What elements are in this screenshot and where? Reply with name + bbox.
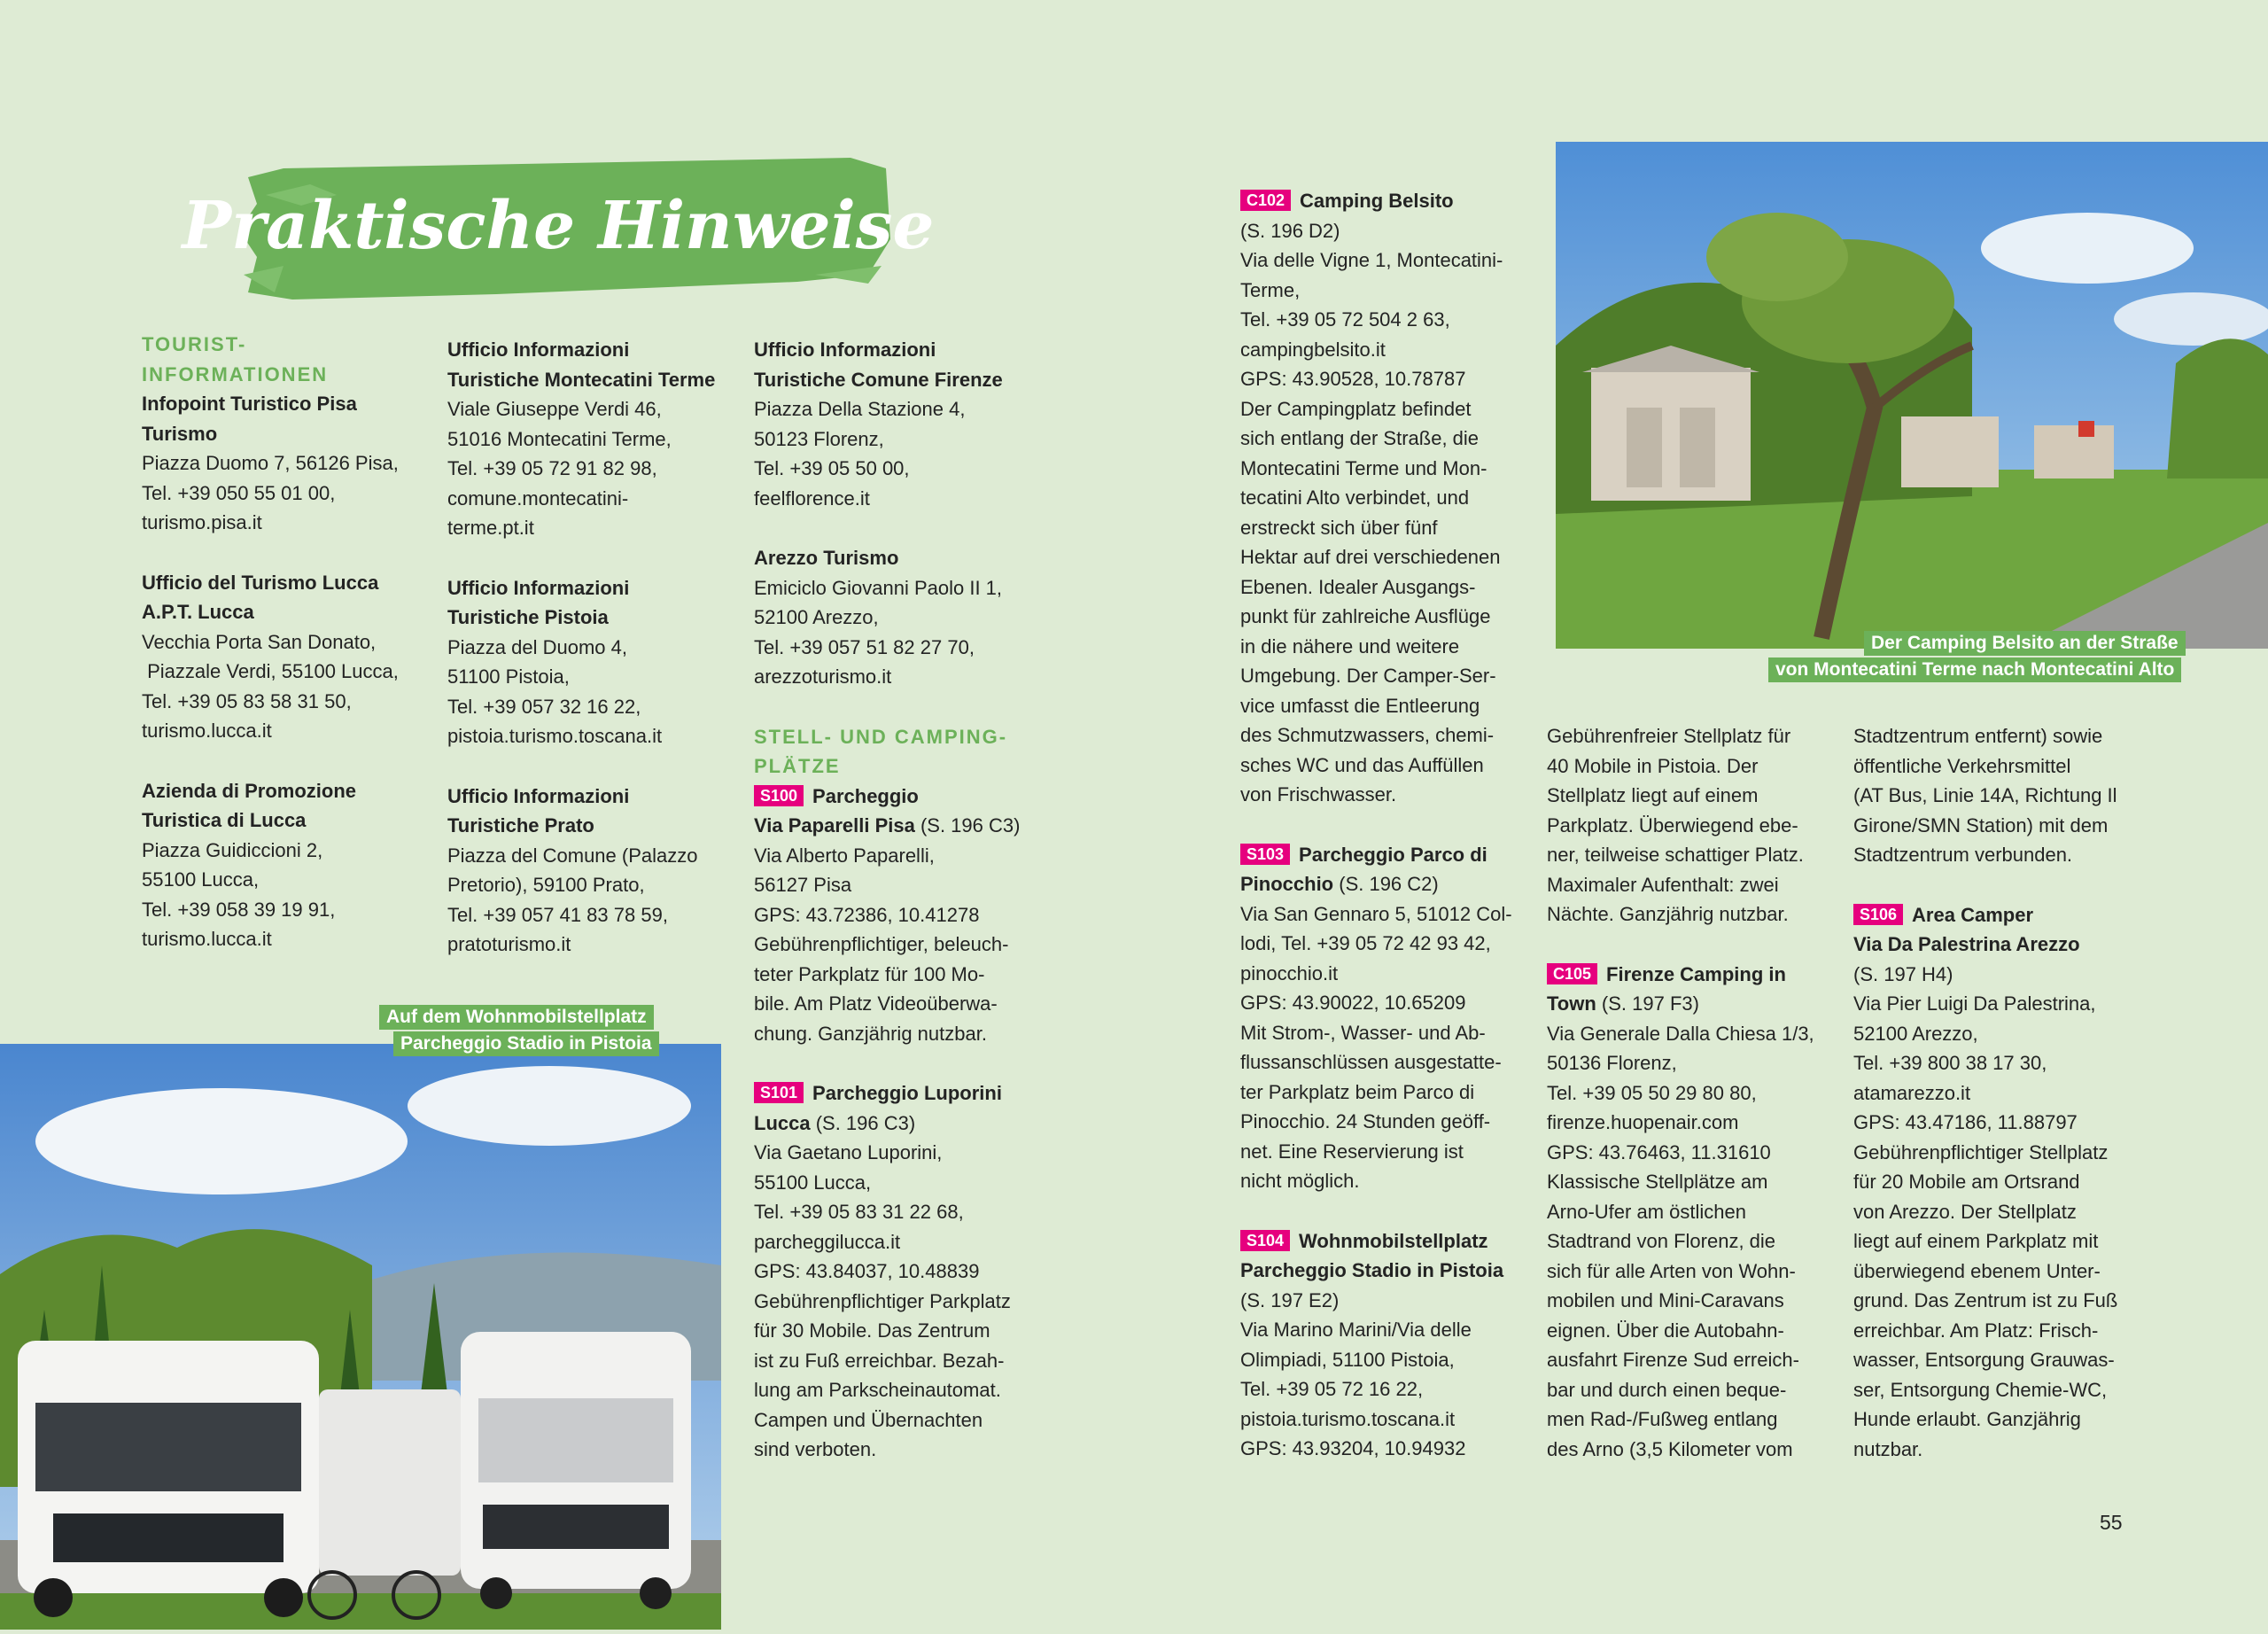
photo-caption: Auf dem Wohnmobilstellplatz <box>379 1005 654 1030</box>
entry-line: bile. Am Platz Videoüberwa- <box>754 992 998 1015</box>
entry-title: Firenze Camping in <box>1606 962 1786 985</box>
column-6 <box>1853 721 2146 1494</box>
entry-lucca-promo <box>142 776 425 954</box>
column-3 <box>754 335 1055 1495</box>
entry-line: bar und durch einen beque- <box>1547 1378 1787 1401</box>
location-tag: S104 <box>1240 1230 1290 1251</box>
entry-line: Piazzale Verdi, 55100 Lucca, <box>142 660 399 682</box>
entry-title: Parcheggio <box>812 784 919 807</box>
entry-line: Tel. +39 05 50 00, <box>754 457 910 479</box>
entry-line: pinocchio.it <box>1240 961 1339 984</box>
motorhome-photo <box>0 1044 721 1630</box>
entry-s104 <box>1240 1226 1542 1464</box>
photo-caption: Parcheggio Stadio in Pistoia <box>393 1031 659 1056</box>
page-number: 55 <box>2100 1511 2123 1534</box>
entry-c105 <box>1547 960 1839 1465</box>
map-reference: (S. 196 C2) <box>1333 873 1439 895</box>
entry-title: Lucca <box>754 1111 811 1134</box>
entry-line: Piazza del Duomo 4, <box>447 635 627 658</box>
entry-line: überwiegend ebenem Unter- <box>1853 1259 2101 1282</box>
entry-line: 55100 Lucca, <box>142 868 260 891</box>
entry-line: Tel. +39 05 50 29 80 80, <box>1547 1081 1757 1104</box>
entry-line: Olimpiadi, 51100 Pistoia, <box>1240 1348 1455 1371</box>
entry-line: 40 Mobile in Pistoia. Der <box>1547 754 1759 777</box>
entry-line: terme.pt.it <box>447 517 534 539</box>
entry-line: Terme, <box>1240 278 1301 301</box>
entry-title: Ufficio Informazioni <box>447 576 630 599</box>
entry-line: Stellplatz liegt auf einem <box>1547 784 1759 806</box>
entry-line: Piazza del Comune (Palazzo <box>447 844 698 867</box>
section-heading: STELL- UND CAMPING- <box>754 725 1008 748</box>
map-reference: (S. 197 F3) <box>1596 992 1699 1015</box>
entry-line: Via Alberto Paparelli, <box>754 844 935 867</box>
entry-line: Hektar auf drei verschiedenen <box>1240 546 1501 568</box>
entry-line: grund. Das Zentrum ist zu Fuß <box>1853 1289 2118 1311</box>
entry-line: mobilen und Mini-Caravans <box>1547 1289 1784 1311</box>
entry-line: ter Parkplatz beim Parco di <box>1240 1080 1475 1103</box>
entry-line: ist zu Fuß erreichbar. Bezah- <box>754 1349 1005 1372</box>
entry-line: Mit Strom-, Wasser- und Ab- <box>1240 1021 1486 1044</box>
entry-line: Maximaler Aufenthalt: zwei <box>1547 873 1779 896</box>
entry-title: Infopoint Turistico Pisa <box>142 393 357 415</box>
photo-caption: von Montecatini Terme nach Montecatini Alto <box>1768 657 2181 682</box>
entry-line: 56127 Pisa <box>754 874 852 896</box>
entry-firenze-info <box>754 335 1055 513</box>
entry-line: Gebührenpflichtiger Stellplatz <box>1853 1140 2109 1163</box>
entry-line: 50136 Florenz, <box>1547 1052 1677 1074</box>
entry-title: Arezzo Turismo <box>754 547 899 569</box>
entry-line: sich entlang der Straße, die <box>1240 427 1480 449</box>
column-4 <box>1240 186 1542 1494</box>
entry-title: Turismo <box>142 422 218 445</box>
section-heading: INFORMATIONEN <box>142 362 329 385</box>
entry-line: Arno-Ufer am östlichen <box>1547 1200 1746 1223</box>
entry-line: nutzbar. <box>1853 1437 1923 1460</box>
entry-line: Nächte. Ganzjährig nutzbar. <box>1547 903 1789 925</box>
entry-line: für 30 Mobile. Das Zentrum <box>754 1319 990 1342</box>
entry-prato-info <box>447 782 740 960</box>
entry-line: lung am Parkscheinautomat. <box>754 1379 1001 1401</box>
location-tag: S100 <box>754 785 804 806</box>
entry-line: Viale Giuseppe Verdi 46, <box>447 398 662 420</box>
entry-line: von Arezzo. Der Stellplatz <box>1853 1200 2077 1223</box>
entry-line: Tel. +39 050 55 01 00, <box>142 481 336 504</box>
entry-line: Vecchia Porta San Donato, <box>142 630 377 653</box>
entry-line: Tel. +39 05 72 504 2 63, <box>1240 308 1450 331</box>
entry-title: Via Da Palestrina Arezzo <box>1853 933 2080 955</box>
entry-line: Gebührenpflichtiger, beleuch- <box>754 933 1009 955</box>
entry-c105-continued <box>1853 721 2146 870</box>
entry-s101 <box>754 1078 1055 1465</box>
entry-title: Ufficio Informazioni <box>447 784 630 807</box>
entry-title: Azienda di Promozione <box>142 779 357 802</box>
heading-title: Praktische Hinweise <box>182 188 935 264</box>
entry-pistoia-info <box>447 573 740 751</box>
entry-line: teter Parkplatz für 100 Mo- <box>754 962 985 985</box>
column-1 <box>142 330 425 984</box>
entry-line: Tel. +39 05 72 16 22, <box>1240 1378 1424 1400</box>
entry-line: Hunde erlaubt. Ganzjährig <box>1853 1408 2081 1430</box>
entry-line: pistoia.turismo.toscana.it <box>447 725 663 747</box>
entry-line: turismo.pisa.it <box>142 511 262 533</box>
section-tourist-info <box>142 330 425 538</box>
brush-stroke-icon <box>182 142 935 319</box>
entry-line: in die nähere und weitere <box>1240 634 1460 657</box>
entry-line: Via San Gennaro 5, 51012 Col- <box>1240 902 1512 925</box>
entry-title: Parcheggio Stadio in Pistoia <box>1240 1259 1504 1281</box>
entry-line: feelflorence.it <box>754 486 870 510</box>
entry-line: (AT Bus, Linie 14A, Richtung Il <box>1853 784 2117 806</box>
entry-line: GPS: 43.90528, 10.78787 <box>1240 368 1466 390</box>
entry-line: Via Pier Luigi Da Palestrina, <box>1853 992 2096 1015</box>
entry-s100 <box>754 722 1055 1049</box>
entry-line: Girone/SMN Station) mit dem <box>1853 813 2109 836</box>
entry-title: Parcheggio Parco di <box>1299 843 1487 866</box>
entry-line: GPS: 43.93204, 10.94932 <box>1240 1437 1466 1459</box>
entry-line: Montecatini Terme und Mon- <box>1240 456 1487 479</box>
entry-title: Ufficio Informazioni <box>754 338 936 361</box>
entry-line: vice umfasst die Entleerung <box>1240 694 1480 717</box>
entry-line: Gebührenfreier Stellplatz für <box>1547 725 1791 747</box>
entry-title: Turistiche Comune Firenze <box>754 368 1003 391</box>
entry-title: Turistica di Lucca <box>142 809 307 831</box>
entry-line: des Schmutzwassers, chemi- <box>1240 724 1495 746</box>
entry-line: arezzoturismo.it <box>754 665 892 688</box>
entry-line: eignen. Über die Autobahn- <box>1547 1319 1784 1342</box>
location-tag: C102 <box>1240 190 1291 211</box>
entry-line: GPS: 43.90022, 10.65209 <box>1240 992 1466 1014</box>
entry-line: tecatini Alto verbindet, und <box>1240 486 1470 509</box>
section-heading: TOURIST- <box>142 333 247 355</box>
entry-line: Tel. +39 057 32 16 22, <box>447 695 641 718</box>
entry-line: Tel. +39 800 38 17 30, <box>1853 1052 2047 1074</box>
entry-line: ner, teilweise schattiger Platz. <box>1547 844 1804 866</box>
entry-line: pratoturismo.it <box>447 933 571 955</box>
entry-line: atamarezzo.it <box>1853 1081 1971 1104</box>
entry-line: sich für alle Arten von Wohn- <box>1547 1259 1796 1282</box>
entry-title: Ufficio del Turismo Lucca <box>142 571 379 594</box>
entry-line: sind verboten. <box>754 1438 877 1460</box>
entry-line: parcheggilucca.it <box>754 1230 901 1253</box>
entry-line: turismo.lucca.it <box>142 928 272 950</box>
map-reference: (S. 196 C3) <box>914 814 1021 836</box>
entry-line: (S. 196 D2) <box>1240 219 1340 242</box>
entry-s106 <box>1853 900 2146 1465</box>
entry-line: pistoia.turismo.toscana.it <box>1240 1407 1456 1430</box>
entry-line: ausfahrt Firenze Sud erreich- <box>1547 1349 1799 1371</box>
entry-line: wasser, Entsorgung Grauwas- <box>1853 1349 2115 1371</box>
entry-line: Tel. +39 057 41 83 78 59, <box>447 903 668 926</box>
entry-line: Piazza Della Stazione 4, <box>754 398 966 420</box>
entry-line: Emiciclo Giovanni Paolo II 1, <box>754 576 1003 599</box>
entry-line: Ebenen. Idealer Ausgangs- <box>1240 575 1476 598</box>
entry-line: 52100 Arezzo, <box>1853 1022 1978 1045</box>
campsite-photo <box>1556 142 2268 649</box>
entry-line: men Rad-/Fußweg entlang <box>1547 1408 1778 1430</box>
entry-s104-continued <box>1547 721 1839 930</box>
entry-line: Tel. +39 05 83 31 22 68, <box>754 1201 964 1223</box>
entry-line: (S. 197 E2) <box>1240 1288 1340 1311</box>
entry-line: punkt für zahlreiche Ausflüge <box>1240 605 1491 627</box>
column-2 <box>447 335 740 990</box>
entry-line: ser, Entsorgung Chemie-WC, <box>1853 1378 2108 1401</box>
entry-line: 51016 Montecatini Terme, <box>447 427 672 450</box>
entry-title: A.P.T. Lucca <box>142 601 254 623</box>
entry-line: sches WC und das Auffüllen <box>1240 753 1484 776</box>
entry-line: Klassische Stellplätze am <box>1547 1171 1768 1193</box>
entry-line: Gebührenpflichtiger Parkplatz <box>754 1289 1011 1312</box>
entry-arezzo-info <box>754 543 1055 692</box>
entry-title: Wohnmobilstellplatz <box>1299 1229 1488 1252</box>
entry-line: Via Gaetano Luporini, <box>754 1141 943 1163</box>
entry-lucca-apt <box>142 568 425 746</box>
entry-line: Tel. +39 058 39 19 91, <box>142 898 336 921</box>
entry-line: Pinocchio. 24 Stunden geöff- <box>1240 1110 1491 1132</box>
entry-line: flussanschlüssen ausgestatte- <box>1240 1051 1502 1073</box>
location-tag: S106 <box>1853 904 1903 925</box>
entry-line: von Frischwasser. <box>1240 783 1397 805</box>
entry-line: lodi, Tel. +39 05 72 42 93 42, <box>1240 932 1491 954</box>
entry-line: des Arno (3,5 Kilometer vom <box>1547 1437 1793 1460</box>
entry-line: nicht möglich. <box>1240 1170 1360 1192</box>
entry-c102 <box>1240 186 1542 810</box>
entry-line: Tel. +39 057 51 82 27 70, <box>754 635 975 658</box>
entry-title: Ufficio Informazioni <box>447 338 630 361</box>
entry-line: Piazza Duomo 7, 56126 Pisa, <box>142 452 399 474</box>
entry-line: Stadtrand von Florenz, die <box>1547 1230 1776 1252</box>
entry-line: Piazza Guidiccioni 2, <box>142 838 323 861</box>
entry-s103 <box>1240 840 1542 1196</box>
entry-line: firenze.huopenair.com <box>1547 1111 1739 1133</box>
entry-line: 52100 Arezzo, <box>754 606 879 628</box>
entry-montecatini-info <box>447 335 740 543</box>
entry-line: Umgebung. Der Camper-Ser- <box>1240 665 1496 687</box>
section-heading: PLÄTZE <box>754 755 841 777</box>
entry-line: Via Marino Marini/Via delle <box>1240 1319 1472 1341</box>
entry-line: Pretorio), 59100 Prato, <box>447 874 645 896</box>
entry-title: Town <box>1547 992 1596 1015</box>
entry-line: liegt auf einem Parkplatz mit <box>1853 1230 2099 1252</box>
entry-title: Camping Belsito <box>1300 190 1454 212</box>
entry-line: 50123 Florenz, <box>754 427 884 450</box>
entry-line: Tel. +39 05 83 58 31 50, <box>142 689 352 712</box>
entry-line: net. Eine Reservierung ist <box>1240 1140 1464 1163</box>
entry-title: Via Paparelli Pisa <box>754 814 915 836</box>
entry-line: Tel. +39 05 72 91 82 98, <box>447 457 657 479</box>
column-5 <box>1547 721 1839 1494</box>
location-tag: C105 <box>1547 963 1597 984</box>
entry-line: erstreckt sich über fünf <box>1240 516 1438 539</box>
entry-line: Parkplatz. Überwiegend ebe- <box>1547 813 1798 836</box>
entry-title: Parcheggio Luporini <box>812 1082 1002 1104</box>
photo-caption: Der Camping Belsito an der Straße <box>1864 631 2186 656</box>
entry-line: (S. 197 H4) <box>1853 962 1953 985</box>
entry-line: 55100 Lucca, <box>754 1171 872 1194</box>
entry-title: Pinocchio <box>1240 873 1334 895</box>
entry-line: Stadtzentrum verbunden. <box>1853 844 2073 866</box>
entry-line: erreichbar. Am Platz: Frisch- <box>1853 1319 2099 1342</box>
entry-line: Via Generale Dalla Chiesa 1/3, <box>1547 1022 1814 1045</box>
entry-line: campingbelsito.it <box>1240 338 1386 361</box>
entry-line: Der Campingplatz befindet <box>1240 397 1472 420</box>
entry-line: Campen und Übernachten <box>754 1408 983 1431</box>
entry-line: Stadtzentrum entfernt) sowie <box>1853 725 2103 747</box>
entry-line: GPS: 43.84037, 10.48839 <box>754 1260 980 1282</box>
entry-title: Area Camper <box>1912 903 2033 926</box>
map-reference: (S. 196 C3) <box>810 1111 916 1134</box>
entry-line: für 20 Mobile am Ortsrand <box>1853 1171 2080 1193</box>
entry-line: GPS: 43.47186, 11.88797 <box>1853 1111 2078 1133</box>
entry-line: Via delle Vigne 1, Montecatini- <box>1240 249 1503 271</box>
entry-line: chung. Ganzjährig nutzbar. <box>754 1022 987 1045</box>
entry-line: öffentliche Verkehrsmittel <box>1853 754 2071 777</box>
location-tag: S101 <box>754 1082 804 1103</box>
entry-title: Turistiche Pistoia <box>447 606 609 628</box>
entry-line: GPS: 43.76463, 11.31610 <box>1547 1140 1771 1163</box>
entry-line: GPS: 43.72386, 10.41278 <box>754 903 980 926</box>
entry-line: comune.montecatini- <box>447 486 629 510</box>
entry-title: Turistiche Prato <box>447 814 594 836</box>
entry-line: turismo.lucca.it <box>142 720 272 742</box>
entry-line: 51100 Pistoia, <box>447 665 570 688</box>
entry-title: Turistiche Montecatini Terme <box>447 368 716 391</box>
location-tag: S103 <box>1240 844 1290 865</box>
